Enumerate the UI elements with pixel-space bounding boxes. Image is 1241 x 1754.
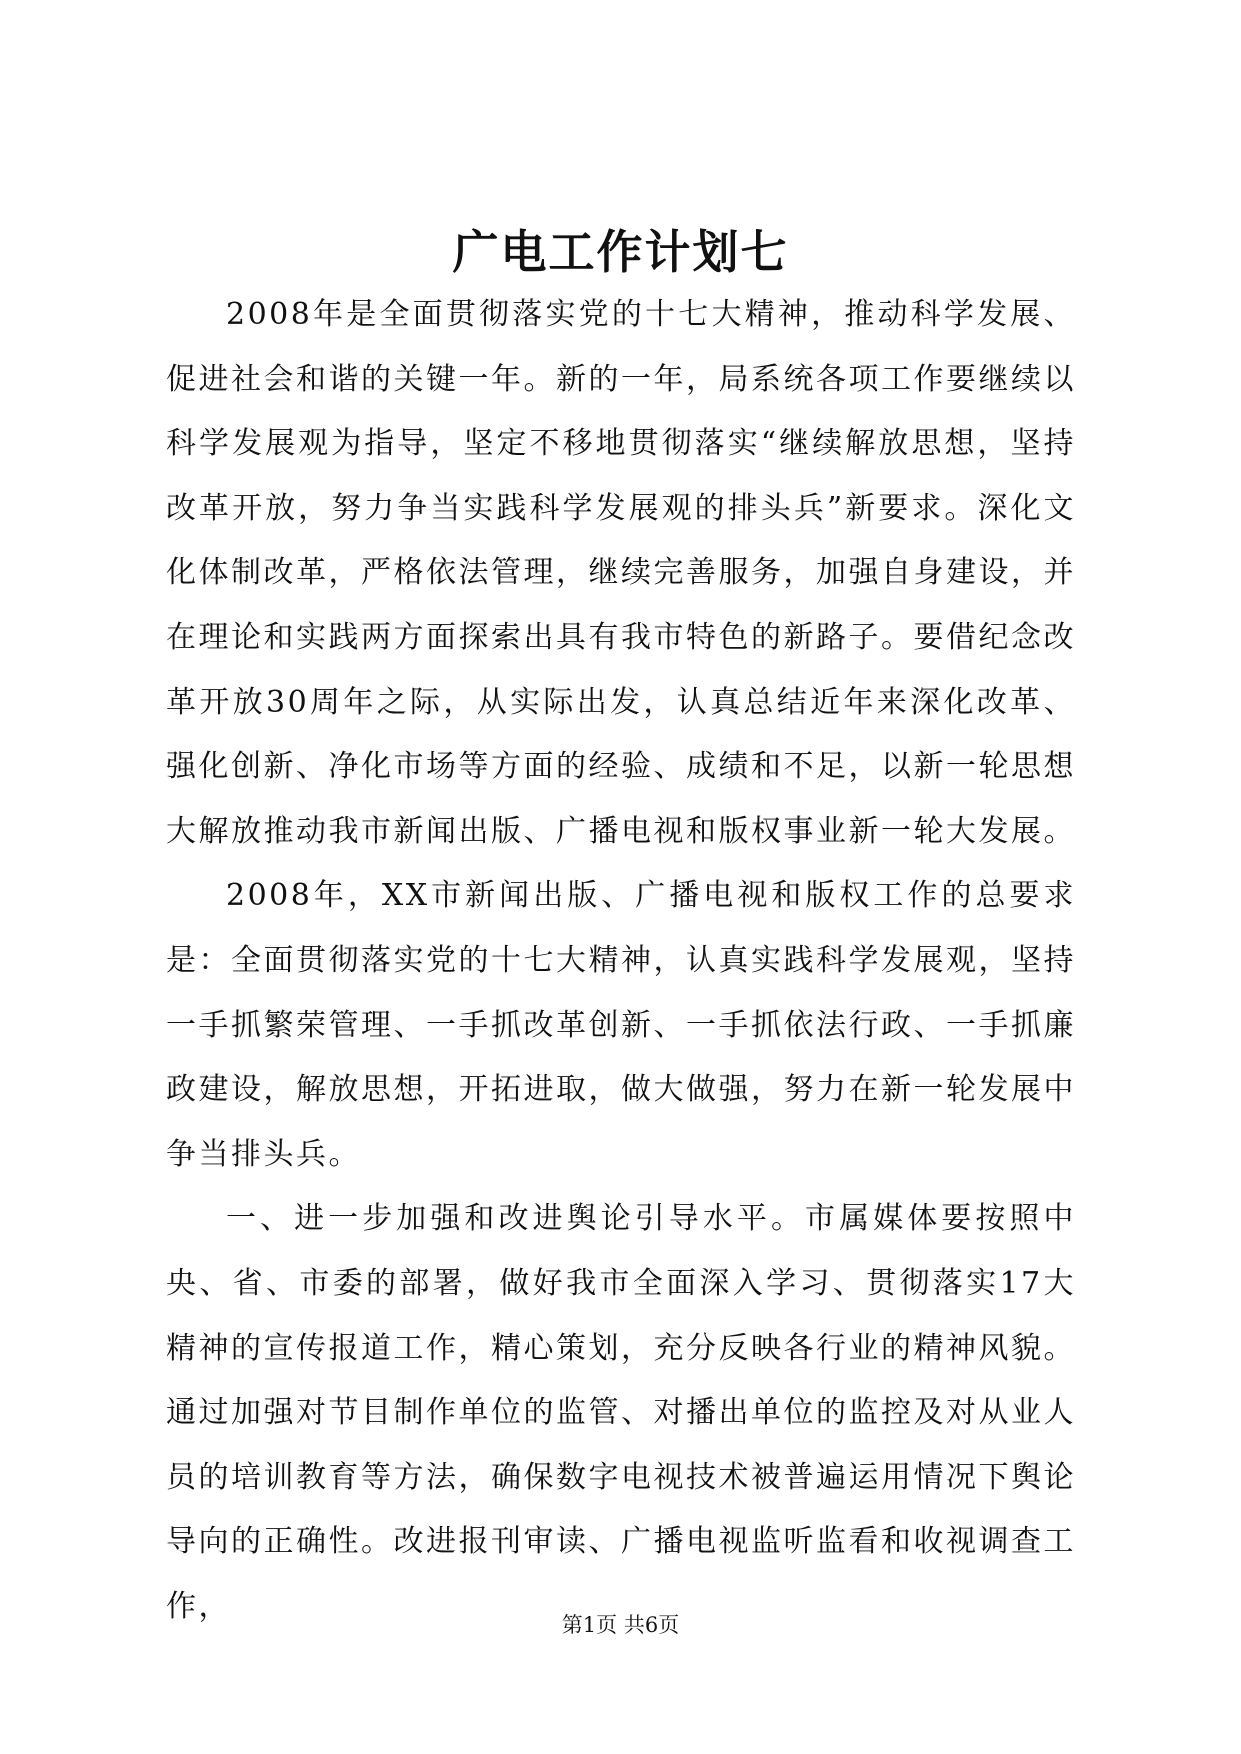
page-footer: 第1页 共6页 <box>561 1613 680 1637</box>
paragraph-requirements: 2008年，XX市新闻出版、广播电视和版权工作的总要求是：全面贯彻落实党的十七大精神，认真实践科学发展观，坚持一手抓繁荣管理、一手抓改革创新、一手抓依法行政、一手抓廉政建设，解放思想，开拓进取，做大做强，努力在新一轮发展中争当排头兵。 <box>166 878 1076 1172</box>
document-body <box>166 283 1076 1639</box>
document-title: 广电工作计划七 <box>452 225 789 279</box>
paragraph-intro: 2008年是全面贯彻落实党的十七大精神，推动科学发展、促进社会和谐的关键一年。新的一年，局系统各项工作要继续以科学发展观为指导，坚定不移地贯彻落实“继续解放思想，坚持改革开放，努力争当实践科学发展观的排头兵”新要求。深化文化体制改革，严格依法管理，继续完善服务，加强自身建设，并在理论和实践两方面探索出具有我市特色的新路子。要借纪念改革开放30周年之际，从实际出发，认真总结近年来深化改革、强化创新、净化市场等方面的经验、成绩和不足，以新一轮思想大解放推动我市新闻出版、广播电视和版权事业新一轮大发展。 <box>166 297 1076 849</box>
paragraph-section-one: 一、进一步加强和改进舆论引导水平。市属媒体要按照中央、省、市委的部署，做好我市全面深入学习、贯彻落实17大精神的宣传报道工作，精心策划，充分反映各行业的精神风貌。通过加强对节目制作单位的监管、对播出单位的监控及对从业人员的培训教育等方法，确保数字电视技术被普遍运用情况下舆论导向的正确性。改进报刊审读、广播电视监听监看和收视调查工作， <box>166 1201 1076 1624</box>
